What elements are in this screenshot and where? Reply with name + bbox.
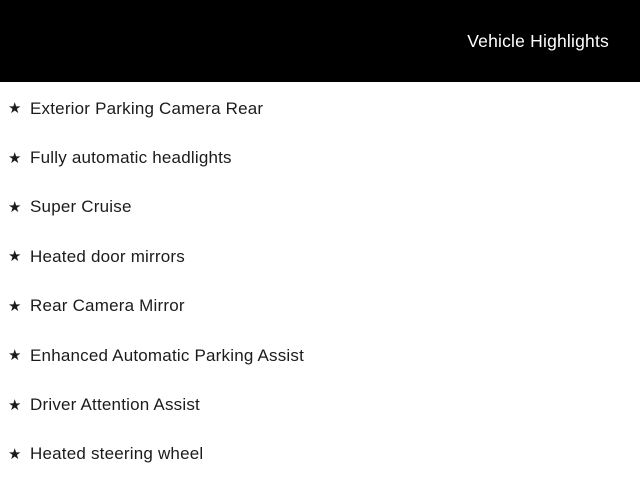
star-icon: ★ [8, 198, 22, 216]
star-icon: ★ [8, 248, 22, 266]
list-item [0, 183, 640, 232]
list-item [0, 133, 640, 182]
list-item-label: Super Cruise [30, 197, 132, 217]
list-item [0, 84, 640, 133]
star-icon: ★ [8, 149, 22, 167]
star-icon: ★ [8, 347, 22, 365]
list-item [0, 282, 640, 331]
list-item [0, 232, 640, 281]
star-icon: ★ [8, 445, 22, 463]
list-item-label: Heated door mirrors [30, 246, 185, 266]
list-item [0, 380, 640, 429]
page-title: Vehicle Highlights [467, 30, 609, 51]
list-item [0, 430, 640, 479]
list-item-label: Rear Camera Mirror [30, 296, 185, 316]
header-bar [0, 0, 640, 82]
star-icon: ★ [8, 297, 22, 315]
list-item-label: Driver Attention Assist [30, 395, 200, 415]
star-icon: ★ [8, 396, 22, 414]
list-item-label: Enhanced Automatic Parking Assist [30, 345, 305, 365]
list-item-label: Heated steering wheel [30, 444, 204, 464]
star-icon: ★ [8, 100, 22, 118]
list-item-label: Exterior Parking Camera Rear [30, 98, 264, 118]
list-item-label: Fully automatic headlights [30, 148, 232, 168]
highlights-list [0, 82, 640, 479]
list-item [0, 331, 640, 380]
